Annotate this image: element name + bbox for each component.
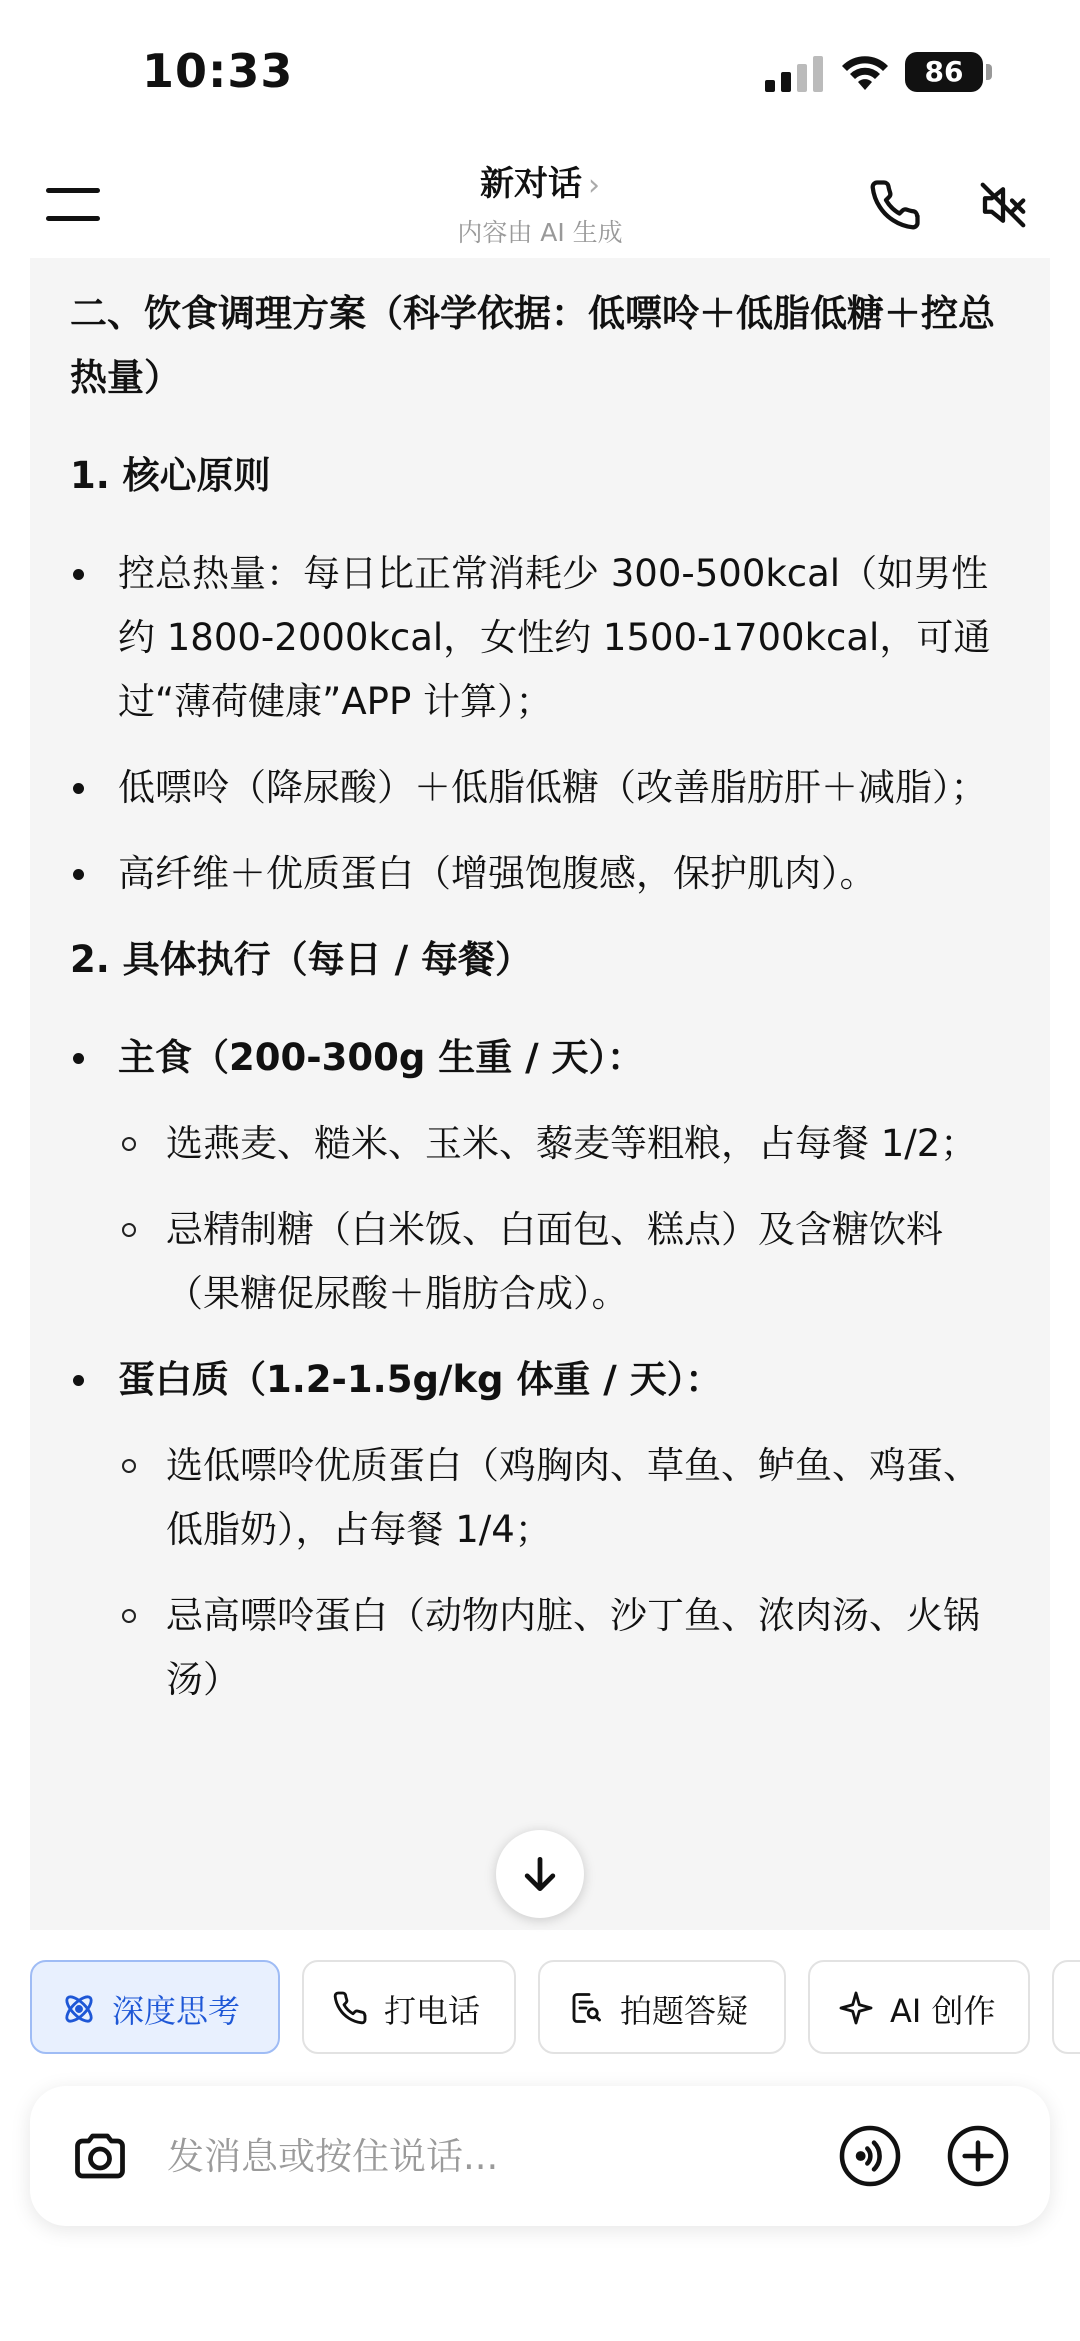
- status-bar: [0, 0, 1080, 140]
- subsection-heading: 2. 具体执行（每日 / 每餐）: [70, 938, 532, 981]
- chip-label: 拍题答疑: [620, 1992, 749, 2030]
- list-item-staple: 主食（200-300g 生重 / 天）：: [70, 1026, 1010, 1090]
- wifi-icon: [840, 52, 890, 92]
- battery-indicator: 86: [905, 52, 983, 92]
- phone-icon: [332, 1990, 368, 2026]
- page-title: 新对话: [480, 164, 582, 204]
- menu-icon[interactable]: [46, 184, 102, 224]
- message-composer: [30, 2086, 1050, 2226]
- sub-list-item: 忌精制糖（白米饭、白面包、糕点）及含糖饮料（果糖促尿酸＋脂肪合成）。: [70, 1198, 1010, 1326]
- chip-label: 打电话: [384, 1992, 481, 2030]
- assistant-message: [30, 258, 1050, 1930]
- phone-call-icon[interactable]: [868, 178, 922, 232]
- chip-label: 深度思考: [112, 1992, 241, 2030]
- execution-list: [70, 1026, 1010, 1712]
- chip-deep-thinking[interactable]: [30, 1960, 280, 2054]
- subsection-heading: 1. 核心原则: [70, 454, 271, 497]
- chip-photo-question[interactable]: [538, 1960, 786, 2054]
- arrow-down-icon: [518, 1852, 562, 1896]
- speaker-mute-icon[interactable]: [976, 178, 1030, 232]
- chip-ai-create[interactable]: [808, 1960, 1030, 2054]
- sub-list-item: 忌高嘌呤蛋白（动物内脏、沙丁鱼、浓肉汤、火锅汤）: [70, 1584, 1010, 1712]
- section-title: 二、饮食调理方案（科学依据：低嘌呤＋低脂低糖＋控总热量）: [70, 292, 995, 399]
- sparkle-icon: [838, 1990, 874, 2026]
- list-item: 控总热量：每日比正常消耗少 300-500kcal（如男性约 1800-2000kcal，女性约 1500-1700kcal，可通过“薄荷健康”APP 计算）；: [70, 542, 1010, 734]
- camera-icon[interactable]: [70, 2128, 130, 2184]
- quick-actions: [30, 1960, 1080, 2056]
- scroll-to-bottom-button[interactable]: [496, 1830, 584, 1918]
- document-search-icon: [568, 1990, 604, 2026]
- voice-input-icon[interactable]: [838, 2124, 902, 2188]
- chip-call[interactable]: [302, 1960, 516, 2054]
- chevron-right-icon: ›: [588, 168, 600, 203]
- header-title-area[interactable]: [340, 156, 740, 249]
- principles-list: [70, 542, 1010, 906]
- sub-list-item: 选低嘌呤优质蛋白（鸡胸肉、草鱼、鲈鱼、鸡蛋、低脂奶），占每餐 1/4；: [70, 1434, 1010, 1562]
- chip-label: AI 创作: [890, 1992, 996, 2030]
- list-item-protein: 蛋白质（1.2-1.5g/kg 体重 / 天）：: [70, 1348, 1010, 1412]
- sub-list-item: 选燕麦、糙米、玉米、藜麦等粗粮，占每餐 1/2；: [70, 1112, 1010, 1176]
- list-item: 低嘌呤（降尿酸）＋低脂低糖（改善脂肪肝＋减脂）；: [70, 756, 1010, 820]
- chat-header: [0, 150, 1080, 260]
- battery-tip: [986, 64, 992, 80]
- cellular-signal-icon: [765, 56, 829, 92]
- status-time: 10:33: [142, 44, 294, 98]
- atom-icon: [60, 1990, 98, 2028]
- plus-icon[interactable]: [946, 2124, 1010, 2188]
- chip-more[interactable]: [1052, 1960, 1080, 2054]
- message-input[interactable]: [165, 2126, 815, 2186]
- list-item: 高纤维＋优质蛋白（增强饱腹感，保护肌肉）。: [70, 842, 1010, 906]
- ai-generated-note: 内容由 AI 生成: [457, 218, 623, 247]
